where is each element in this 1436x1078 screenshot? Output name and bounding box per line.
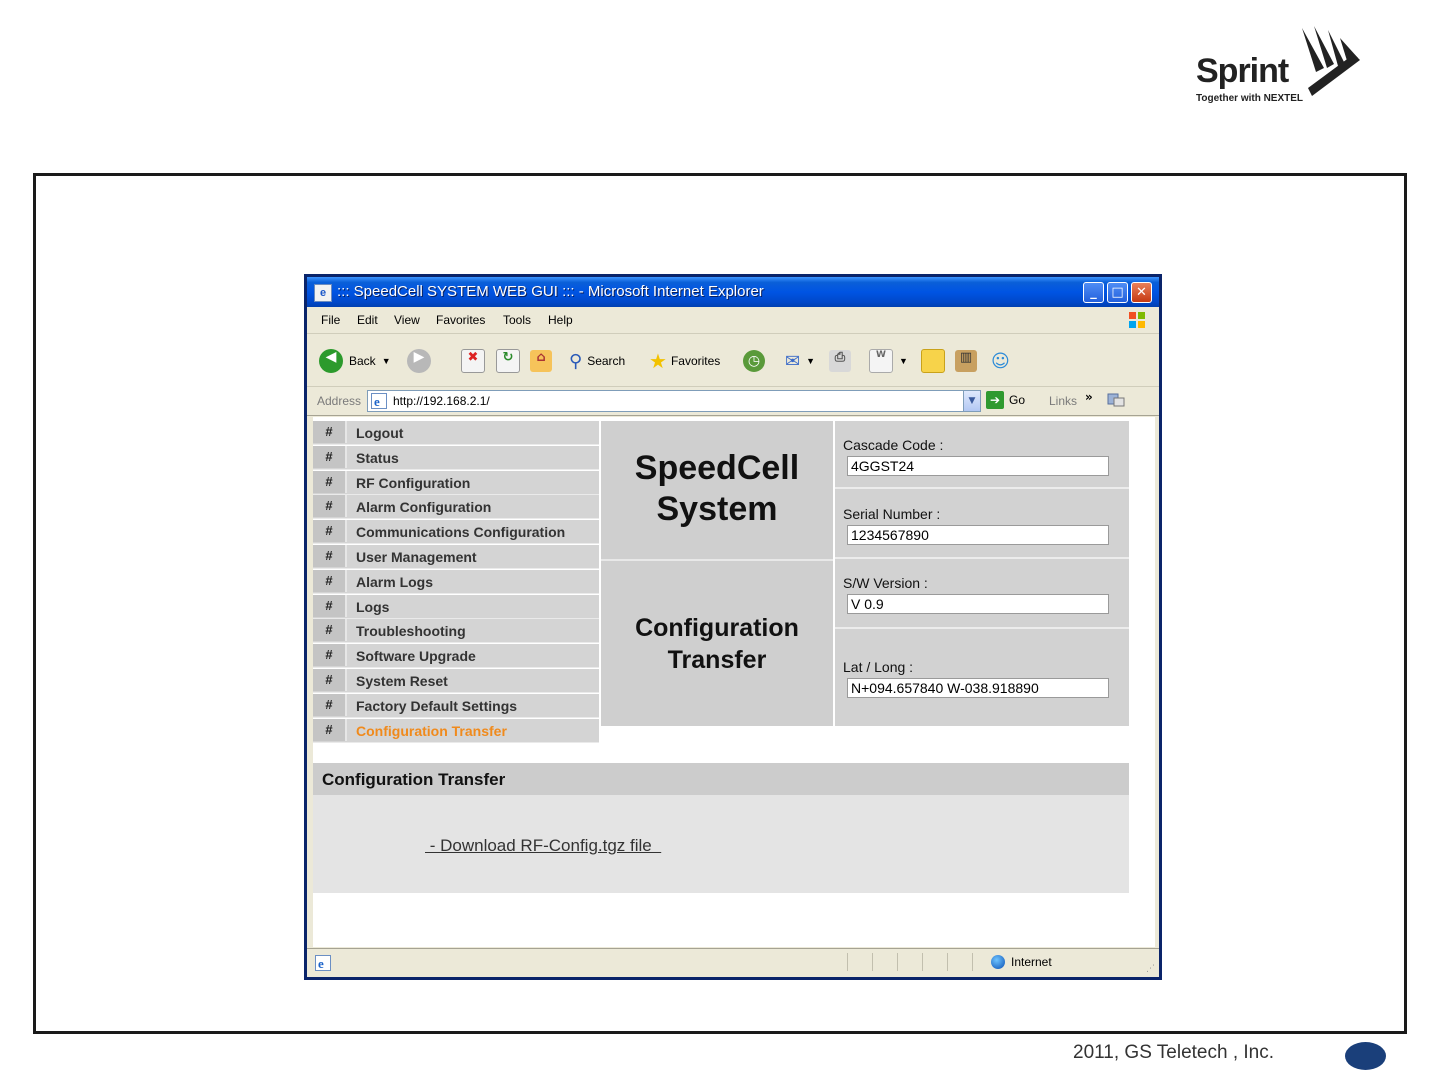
lat-long-field: N+094.657840 W-038.918890 — [847, 678, 1109, 698]
messenger-icon: ☺ — [991, 350, 1010, 372]
config-transfer-section — [313, 763, 1129, 893]
close-button[interactable]: ✕ — [1131, 282, 1152, 303]
home-icon: ⌂ — [530, 350, 552, 372]
svg-text:e: e — [318, 956, 324, 971]
star-icon: ★ — [649, 349, 667, 373]
status-panes — [847, 953, 978, 971]
ie-page-icon — [371, 393, 387, 409]
lat-long-label: Lat / Long : — [843, 659, 914, 675]
address-bar — [307, 387, 1159, 416]
refresh-button[interactable] — [496, 348, 520, 374]
nav-item-logout[interactable] — [313, 421, 599, 445]
globe-icon — [991, 955, 1005, 969]
page-title-line1: Configuration — [635, 613, 799, 642]
serial-number-field: 1234567890 — [847, 525, 1109, 545]
nav-marker: # — [313, 619, 347, 641]
system-title — [601, 421, 833, 557]
search-button[interactable] — [569, 348, 625, 374]
nav-marker: # — [313, 570, 347, 592]
favorites-label: Favorites — [670, 354, 721, 368]
status-bar — [307, 948, 1159, 977]
menu-view[interactable]: View — [394, 313, 420, 327]
menu-file[interactable]: File — [321, 313, 341, 327]
logo-tagline: Together with NEXTEL — [1196, 93, 1304, 104]
nav-marker: # — [313, 545, 347, 567]
go-button[interactable] — [986, 391, 1025, 409]
nav-marker: # — [313, 495, 347, 517]
lat-long-block — [835, 631, 1129, 726]
svg-text:e: e — [374, 394, 380, 409]
nav-marker: # — [313, 719, 347, 741]
menu-help[interactable]: Help — [548, 313, 573, 327]
chevron-down-icon: ▼ — [381, 356, 391, 366]
nav-label: System Reset — [356, 672, 448, 689]
nav-item-alarm-logs[interactable] — [313, 570, 599, 594]
nav-marker: # — [313, 644, 347, 666]
nav-marker: # — [313, 520, 347, 542]
sprint-wing-icon — [1294, 24, 1366, 100]
nav-item-troubleshooting[interactable] — [313, 619, 599, 643]
side-nav — [313, 421, 599, 743]
zone-label: Internet — [1011, 955, 1052, 969]
sw-version-field: V 0.9 — [847, 594, 1109, 614]
nav-marker: # — [313, 421, 347, 443]
note-icon — [921, 349, 945, 373]
windows-flag-icon — [1127, 310, 1147, 330]
standard-toolbar — [307, 334, 1159, 387]
edit-button[interactable] — [869, 348, 908, 374]
forward-arrow-icon: ▶ — [407, 349, 431, 373]
history-button[interactable] — [743, 348, 765, 374]
back-label: Back — [349, 354, 376, 368]
page-content — [313, 417, 1155, 947]
browser-window — [304, 274, 1162, 980]
nav-item-communications-configuration[interactable] — [313, 520, 599, 544]
search-label: Search — [587, 354, 626, 368]
favorites-button[interactable] — [649, 348, 720, 374]
ie-page-icon: e — [314, 284, 332, 302]
nav-item-rf-configuration[interactable] — [313, 471, 599, 495]
menu-favorites[interactable]: Favorites — [436, 313, 486, 327]
nav-item-factory-default-settings[interactable] — [313, 694, 599, 718]
go-arrow-icon: ➔ — [986, 391, 1004, 409]
sw-version-label: S/W Version : — [843, 575, 928, 591]
back-button[interactable] — [319, 348, 391, 374]
ie-page-icon — [315, 955, 331, 971]
mail-icon: ✉ — [785, 350, 801, 372]
copyright-text: 2011, GS Teletech , Inc. — [1073, 1042, 1275, 1063]
refresh-icon: ↻ — [496, 349, 520, 373]
nav-label: Communications Configuration — [356, 524, 566, 541]
nav-label: Software Upgrade — [356, 648, 476, 665]
nav-marker: # — [313, 446, 347, 468]
go-label: Go — [1009, 393, 1026, 407]
nav-label: RF Configuration — [356, 474, 471, 491]
chevron-right-icon[interactable]: » — [1085, 390, 1093, 404]
address-label: Address — [317, 394, 362, 408]
page-number-badge — [1345, 1042, 1386, 1070]
nav-label: User Management — [356, 548, 477, 565]
security-zone — [991, 955, 1052, 969]
discuss-button[interactable] — [921, 348, 945, 374]
translate-icon[interactable] — [1107, 392, 1125, 408]
section-header — [313, 763, 1129, 795]
history-icon: ◷ — [743, 350, 765, 372]
address-url: http://192.168.2.1/ — [393, 394, 490, 408]
menu-bar — [307, 307, 1159, 334]
menu-edit[interactable]: Edit — [357, 313, 378, 327]
research-button[interactable] — [955, 348, 977, 374]
nav-item-system-reset[interactable] — [313, 669, 599, 693]
chevron-down-icon: ▼ — [806, 356, 816, 366]
print-icon: ⎙ — [829, 350, 851, 372]
nav-marker: # — [313, 694, 347, 716]
nav-label: Configuration Transfer — [356, 722, 507, 739]
cascade-code-block — [835, 421, 1129, 489]
links-label[interactable]: Links — [1049, 394, 1078, 408]
title-panel — [601, 421, 833, 726]
menu-tools[interactable]: Tools — [503, 313, 532, 327]
nav-item-alarm-configuration[interactable] — [313, 495, 599, 519]
serial-number-block — [835, 491, 1129, 559]
cascade-code-label: Cascade Code : — [843, 437, 944, 453]
cascade-code-field: 4GGST24 — [847, 456, 1109, 476]
stop-icon: ✖ — [461, 349, 485, 373]
maximize-button[interactable]: □ — [1107, 282, 1128, 303]
messenger-button[interactable] — [991, 348, 1010, 374]
sw-version-block — [835, 561, 1129, 629]
system-title-line2: System — [656, 490, 778, 528]
nav-marker: # — [313, 595, 347, 617]
nav-label: Alarm Configuration — [356, 499, 492, 516]
page-title-line2: Transfer — [667, 645, 767, 674]
resize-grip-icon[interactable]: ⋰ — [1146, 964, 1155, 974]
search-icon: ⚲ — [569, 350, 583, 372]
edit-page-icon: W — [869, 349, 893, 373]
nav-label: Logout — [356, 425, 404, 441]
nav-item-software-upgrade[interactable] — [313, 644, 599, 668]
system-title-line1: SpeedCell — [634, 449, 800, 487]
serial-number-label: Serial Number : — [843, 506, 941, 522]
nav-item-user-management[interactable] — [313, 545, 599, 569]
nav-label: Logs — [356, 598, 390, 615]
chevron-down-icon[interactable]: ▼ — [963, 391, 980, 411]
nav-label: Alarm Logs — [356, 573, 434, 590]
nav-marker: # — [313, 669, 347, 691]
nav-item-status[interactable] — [313, 446, 599, 470]
content-edge — [1152, 417, 1155, 947]
nav-label: Troubleshooting — [356, 623, 466, 640]
system-info-panel — [835, 421, 1129, 726]
mail-button[interactable] — [785, 348, 815, 374]
window-title: ::: SpeedCell SYSTEM WEB GUI ::: - Microsoft Internet Explorer — [337, 283, 764, 300]
nav-label: Factory Default Settings — [356, 697, 518, 714]
address-input[interactable] — [367, 390, 981, 412]
stop-button[interactable] — [461, 348, 485, 374]
section-title: Configuration Transfer — [322, 770, 506, 789]
download-rf-config-link[interactable]: - Download RF-Config.tgz file — [425, 836, 662, 855]
sprint-logo — [1190, 24, 1370, 114]
nav-item-configuration-transfer[interactable] — [313, 719, 599, 743]
home-button[interactable] — [530, 348, 552, 374]
print-button[interactable] — [829, 348, 851, 374]
nav-item-logs[interactable] — [313, 595, 599, 619]
logo-wordmark: Sprint — [1196, 52, 1289, 90]
nav-marker: # — [313, 471, 347, 493]
title-bar[interactable] — [307, 277, 1159, 307]
research-icon: ▥ — [955, 350, 977, 372]
back-arrow-icon: ◀ — [319, 349, 343, 373]
page-title — [601, 561, 833, 726]
forward-button[interactable] — [407, 348, 431, 374]
chevron-down-icon: ▼ — [899, 356, 908, 366]
minimize-button[interactable]: _ — [1083, 282, 1104, 303]
nav-label: Status — [356, 449, 399, 466]
